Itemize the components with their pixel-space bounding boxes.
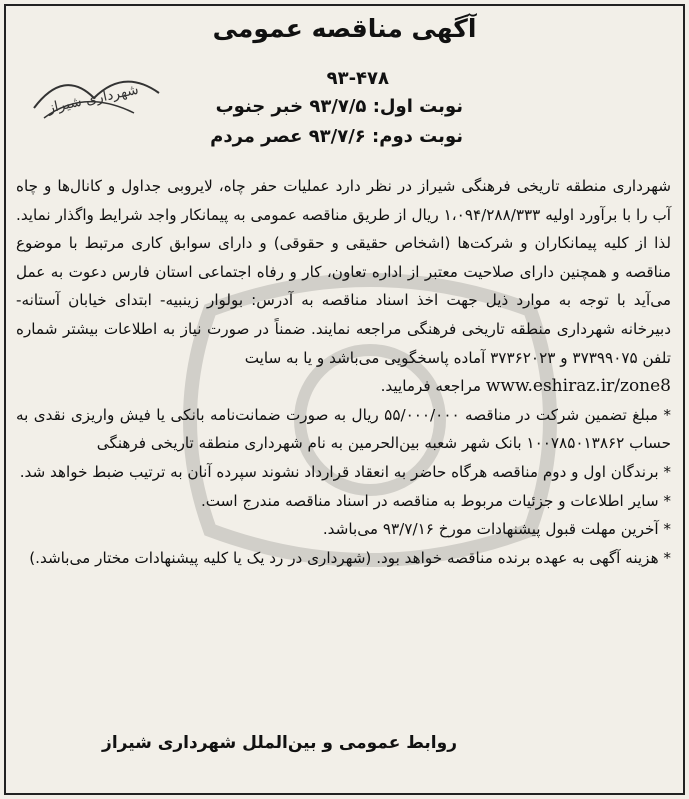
main-paragraph: شهرداری منطقه تاریخی فرهنگی شیراز در نظر دارد عملیات حفر چاه، لایروبی جداول و کانال‌ها و چاه آب را با برآورد اولیه ۱،۰۹۴/۲۸۸/۳۳۳ ریال از طریق مناقصه عمومی به پیمانکار واجد شرایط واگذار نماید. لذا از کلیه پیمانکاران و شرکت‌ها (اشخاص حقیقی و حقوقی) و دارای سوابق کاری مرتبط با موضوع مناقصه و همچنین دارای صلاحیت معتبر از اداره تعاون، کار و رفاه اجتماعی استان فارس دعوت به عمل می‌آید با توجه به موارد ذیل جهت اخذ اسناد مناقصه به آدرس: بولوار زینبیه- ابتدای خیابان آستانه- دبیرخانه شهرداری منطقه تاریخی فرهنگی مراجعه نمایند. ضمناً در صورت نیاز به اطلاعات بیشتر شماره تلفن ۳۷۳۹۹۰۷۵ و ۳۷۳۶۲۰۲۳ آماده پاسخگویی می‌باشد و یا به سایت www.eshiraz.ir/zone8 مراجعه فرمایید.	[16, 177, 671, 397]
notice-code: ۹۳-۴۷۸	[326, 68, 389, 89]
notice-title: آگهی مناقصه عمومی	[212, 14, 477, 43]
shiraz-municipality-logo	[14, 48, 174, 138]
notice-body	[16, 172, 671, 572]
winners-clause: * برندگان اول و دوم مناقصه هرگاه حاضر به انعقاد قرارداد نشوند سپرده آنان به ترتیب ضبط خواهد شد.	[19, 462, 671, 481]
first-publication: نوبت اول: ۹۳/۷/۵ خبر جنوب	[215, 96, 463, 117]
website-suffix: مراجعه فرمایید.	[380, 377, 482, 396]
guarantee-clause: * مبلغ تضمین شرکت در مناقصه ۵۵/۰۰۰/۰۰۰ ریال به صورت ضمانت‌نامه بانکی یا فیش واریزی نقدی به حساب ۱۰۰۷۸۵۰۱۳۸۶۲ بانک شهر شعبه بین‌الحرمین به نام شهرداری منطقه تاریخی فرهنگی	[16, 405, 672, 453]
cost-clause: * هزینه آگهی به عهده برنده مناقصه خواهد بود. (شهرداری در رد یک یا کلیه پیشنهادات مختار می‌باشد.)	[29, 548, 671, 567]
logo-text: شهرداری شیراز	[46, 81, 141, 117]
footer-signature: روابط عمومی و بین‌الملل شهرداری شیراز	[102, 733, 457, 753]
website-link[interactable]: www.eshiraz.ir/zone8	[485, 376, 671, 397]
details-clause: * سایر اطلاعات و جزئیات مربوط به مناقصه در اسناد مناقصه مندرج است.	[200, 491, 671, 510]
deadline-clause: * آخرین مهلت قبول پیشنهادات مورخ ۹۳/۷/۱۶ می‌باشد.	[322, 520, 671, 539]
second-publication: نوبت دوم: ۹۳/۷/۶ عصر مردم	[210, 126, 463, 147]
